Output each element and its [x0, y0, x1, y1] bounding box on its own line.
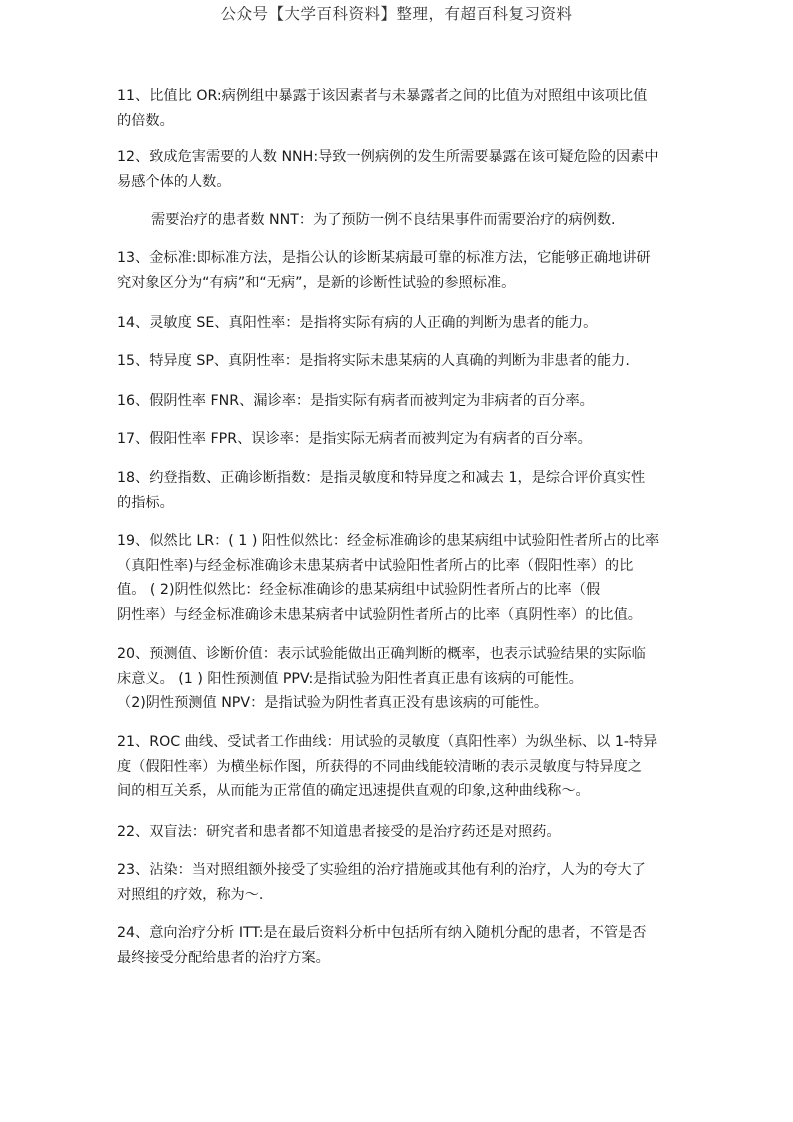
definition-paragraph — [117, 529, 687, 627]
page-header: 公众号【大学百科资料】整理，有超百科复习资料 — [220, 5, 573, 23]
paragraph-line: 值。 ( 2)阴性似然比：经金标准确诊的患某病组中试验阴性者所占的比率（假 — [117, 582, 601, 598]
definition-paragraph — [117, 349, 687, 374]
paragraph-line: 14、灵敏度 SE、真阳性率：是指将实际有病的人正确的判断为患者的能力。 — [117, 315, 598, 331]
paragraph-line: 需要治疗的患者数 NNT：为了预防一例不良结果事件而需要治疗的病例数. — [151, 212, 616, 228]
paragraph-line: 对照组的疗效，称为～. — [117, 886, 264, 903]
definition-paragraph — [117, 858, 687, 907]
paragraph-line: 19、似然比 LR：( 1 ) 阳性似然比：经金标准确诊的患某病组中试验阳性者所占的比率 — [117, 533, 660, 549]
paragraph-line: （真阳性率)与经金标准确诊未患某病者中试验阳性者所占的比率（假阳性率）的比 — [117, 557, 634, 574]
definition-paragraph — [117, 84, 687, 133]
definition-paragraph — [117, 466, 687, 515]
paragraph-line: 究对象区分为“有病”和“无病”，是新的诊断性试验的参照标准。 — [117, 274, 516, 291]
paragraph-line: 16、假阴性率 FNR、漏诊率：是指实际有病者而被判定为非病者的百分率。 — [117, 393, 594, 409]
definition-paragraph — [117, 145, 687, 194]
paragraph-line: 21、ROC 曲线、受试者工作曲线：用试验的灵敏度（真阳性率）为纵坐标、以 1-特异 — [117, 734, 658, 750]
definition-paragraph — [117, 642, 687, 716]
paragraph-line: 24、意向治疗分析 ITT:是在最后资料分析中包括所有纳入随机分配的患者，不管是否 — [117, 925, 647, 941]
paragraph-line: 12、致成危害需要的人数 NNH:导致一例病例的发生所需要暴露在该可疑危险的因素中 — [117, 149, 659, 165]
definition-paragraph — [117, 921, 687, 970]
definition-paragraph — [117, 820, 687, 845]
paragraph-line: 易感个体的人数。 — [117, 173, 231, 190]
definition-paragraph — [117, 730, 687, 804]
definition-paragraph — [117, 246, 687, 295]
paragraph-line: 23、沾染：当对照组额外接受了实验组的治疗措施或其他有利的治疗，人为的夸大了 — [117, 862, 646, 878]
paragraph-line: 18、约登指数、正确诊断指数：是指灵敏度和特异度之和减去 1，是综合评价真实性 — [117, 470, 646, 486]
paragraph-line: 阴性率）与经金标准确诊未患某病者中试验阴性者所占的比率（真阴性率）的比值。 — [117, 606, 642, 623]
paragraph-line: 度（假阳性率）为横坐标作图，所获得的不同曲线能较清晰的表示灵敏度与特异度之 — [117, 758, 642, 775]
paragraph-line: 的倍数。 — [117, 112, 174, 129]
paragraph-line: 11、比值比 OR:病例组中暴露于该因素者与未暴露者之间的比值为对照组中该项比值 — [117, 88, 648, 104]
definition-paragraph — [117, 311, 687, 336]
definition-paragraph — [117, 208, 721, 233]
paragraph-line: 的指标。 — [117, 494, 174, 511]
paragraph-line: 床意义。 (1 ) 阳性预测值 PPV:是指试验为阳性者真正患有该病的可能性。 — [117, 670, 583, 687]
definition-paragraph — [117, 427, 687, 452]
paragraph-line: 17、假阳性率 FPR、误诊率：是指实际无病者而被判定为有病者的百分率。 — [117, 431, 592, 447]
paragraph-line: （2)阴性预测值 NPV：是指试验为阴性者真正没有患该病的可能性。 — [117, 695, 549, 711]
paragraph-line: 最终接受分配给患者的治疗方案。 — [117, 949, 330, 966]
paragraph-line: 间的相互关系，从而能为正常值的确定迅速提供直观的印象,这种曲线称～。 — [117, 783, 590, 799]
definition-paragraph — [117, 389, 687, 414]
paragraph-line: 20、预测值、诊断价值：表示试验能做出正确判断的概率，也表示试验结果的实际临 — [117, 646, 646, 662]
paragraph-line: 22、双盲法：研究者和患者都不知道患者接受的是治疗药还是对照药。 — [117, 824, 561, 840]
paragraph-line: 15、特异度 SP、真阴性率：是指将实际未患某病的人真确的判断为非患者的能力. — [117, 353, 630, 369]
paragraph-line: 13、金标准:即标准方法，是指公认的诊断某病最可靠的标准方法，它能够正确地讲研 — [117, 250, 651, 266]
